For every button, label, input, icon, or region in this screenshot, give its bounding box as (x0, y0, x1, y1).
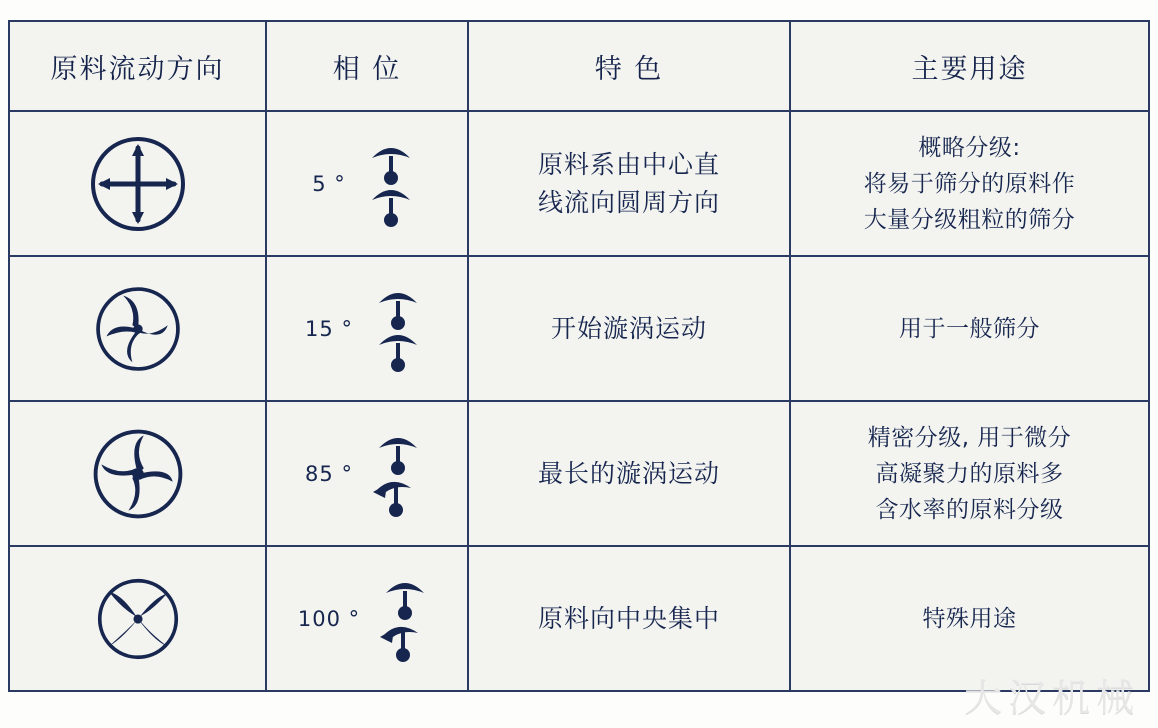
usage-line: 高凝聚力的原料多 (875, 460, 1064, 487)
usage-cell-3 (790, 401, 1149, 546)
usage-line: 含水率的原料分级 (875, 496, 1064, 523)
usage-line: 精密分级, 用于微分 (867, 424, 1072, 451)
spec-table-container (8, 20, 1140, 688)
watermark-text: 大汉机械 (963, 676, 1140, 720)
header-usage (790, 21, 1149, 111)
feature-cell-2 (468, 256, 790, 401)
feature-cell-1 (468, 111, 790, 256)
usage-line: 特殊用途 (922, 605, 1017, 632)
flow-symbol-cell-2 (9, 256, 266, 401)
usage-line: 用于一般筛分 (899, 315, 1040, 342)
usage-line: 大量分级粗粒的筛分 (863, 206, 1076, 233)
header-feature (468, 21, 790, 111)
usage-cell-1 (790, 111, 1149, 256)
spiral-swirl-circle-icon (84, 420, 192, 528)
table-row (9, 401, 1149, 546)
table-row (9, 256, 1149, 401)
header-phase-label: 相 位 (332, 53, 402, 85)
feature-line: 线流向圆周方向 (537, 187, 720, 217)
feature-line: 开始漩涡运动 (550, 313, 707, 343)
three-blade-swirl-circle-icon (86, 277, 190, 381)
cross-arrows-circle-icon (82, 128, 194, 240)
phase-cell-3 (266, 401, 468, 546)
weight-vertical-icon (360, 136, 422, 232)
header-usage-label: 主要用途 (911, 53, 1028, 85)
table-row (9, 111, 1149, 256)
feature-line: 原料系由中心直 (537, 149, 720, 179)
phase-value-4: 100 ° (297, 606, 361, 631)
phase-cell-2 (266, 256, 468, 401)
phase-value-2: 15 ° (305, 316, 353, 341)
phase-cell-4 (266, 546, 468, 691)
table-header-row (9, 21, 1149, 111)
phase-value-1: 5 ° (312, 171, 346, 196)
phase-value-3: 85 ° (305, 461, 353, 486)
weight-vertical-icon (367, 281, 429, 377)
flow-symbol-cell-1 (9, 111, 266, 256)
four-blade-inward-circle-icon (87, 568, 189, 670)
header-phase (266, 21, 468, 111)
flow-symbol-cell-3 (9, 401, 266, 546)
header-flow-direction (9, 21, 266, 111)
header-feature-label: 特 色 (594, 53, 664, 85)
header-flow-direction-label: 原料流动方向 (50, 53, 225, 85)
weight-angled-icon (367, 426, 429, 522)
vibration-phase-table (8, 20, 1150, 692)
usage-line: 将易于筛分的原料作 (863, 170, 1076, 197)
feature-cell-4 (468, 546, 790, 691)
flow-symbol-cell-4 (9, 546, 266, 691)
weight-angled-icon (374, 571, 436, 667)
feature-cell-3 (468, 401, 790, 546)
phase-cell-1 (266, 111, 468, 256)
feature-line: 原料向中央集中 (537, 603, 720, 633)
feature-line: 最长的漩涡运动 (537, 458, 720, 488)
usage-cell-2 (790, 256, 1149, 401)
usage-line: 概略分级: (918, 134, 1021, 161)
